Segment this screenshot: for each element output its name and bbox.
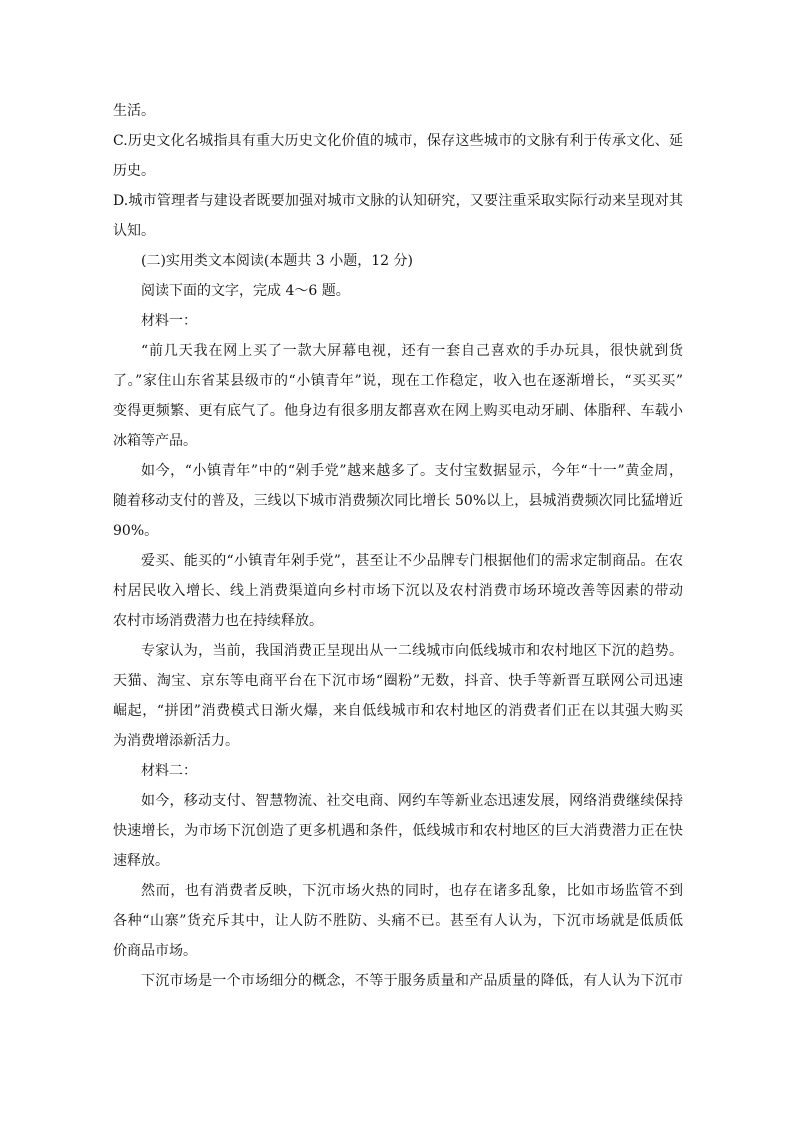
text-line: 生活。 — [113, 103, 155, 119]
text-line: C.历史文化名城指具有重大历史文化价值的城市，保存这些城市的文脉有利于传承文化、延 — [113, 133, 683, 149]
text-line: 专家认为，当前，我国消费正呈现出从一二线城市向低线城市和农村地区下沉的趋势。 — [141, 643, 683, 659]
text-line: 速释放。 — [113, 853, 169, 869]
text-line: 变得更频繁、更有底气了。他身边有很多朋友都喜欢在网上购买电动牙刷、体脂秤、车载小 — [113, 403, 683, 419]
text-line: 冰箱等产品。 — [113, 433, 197, 449]
text-line: 为消费增添新活力。 — [113, 733, 239, 749]
text-line: 历史。 — [113, 163, 155, 179]
text-line: 快速增长，为市场下沉创造了更多机遇和条件，低线城市和农村地区的巨大消费潜力正在快 — [113, 823, 683, 839]
text-line: 各种“山寨”货充斥其中，让人防不胜防、头痛不已。甚至有人认为，下沉市场就是低质低 — [113, 913, 683, 929]
text-line: 农村市场消费潜力也在持续释放。 — [113, 613, 323, 629]
document-page — [113, 96, 683, 996]
text-line: 材料一： — [141, 313, 197, 329]
text-line: 了。”家住山东省某县级市的“小镇青年”说，现在工作稳定，收入也在逐渐增长，“买买买” — [113, 373, 683, 389]
text-line: 崛起，“拼团”消费模式日渐火爆，来自低线城市和农村地区的消费者们正在以其强大购买 — [113, 703, 683, 719]
text-line: 爱买、能买的“小镇青年剁手党”，甚至让不少品牌专门根据他们的需求定制商品。在农 — [141, 553, 683, 569]
text-line: D.城市管理者与建设者既要加强对城市文脉的认知研究，又要注重采取实际行动来呈现对其 — [113, 193, 683, 209]
text-line: 然而，也有消费者反映，下沉市场火热的同时，也存在诸多乱象，比如市场监管不到 — [141, 883, 683, 899]
text-line: 随着移动支付的普及，三线以下城市消费频次同比增长 50%以上，县城消费频次同比猛增近 — [113, 493, 683, 509]
text-line: 材料二： — [141, 763, 197, 779]
text-line: 下沉市场是一个市场细分的概念，不等于服务质量和产品质量的降低，有人认为下沉市 — [141, 973, 683, 989]
text-line: 天猫、淘宝、京东等电商平台在下沉市场“圈粉”无数，抖音、快手等新晋互联网公司迅速 — [113, 673, 683, 689]
text-line: (二)实用类文本阅读(本题共 3 小题，12 分) — [141, 253, 413, 269]
text-line: 如今，移动支付、智慧物流、社交电商、网约车等新业态迅速发展，网络消费继续保持 — [141, 793, 683, 809]
text-line: 村居民收入增长、线上消费渠道向乡村市场下沉以及农村消费市场环境改善等因素的带动 — [113, 583, 683, 599]
text-line: 认知。 — [113, 223, 155, 239]
text-line: “前几天我在网上买了一款大屏幕电视，还有一套自己喜欢的手办玩具，很快就到货 — [141, 343, 683, 359]
text-line: 如今，“小镇青年”中的“剁手党”越来越多了。支付宝数据显示，今年“十一”黄金周， — [141, 463, 683, 479]
text-line: 价商品市场。 — [113, 943, 197, 959]
text-line: 阅读下面的文字，完成 4～6 题。 — [141, 283, 350, 299]
text-line: 90%。 — [113, 523, 159, 539]
